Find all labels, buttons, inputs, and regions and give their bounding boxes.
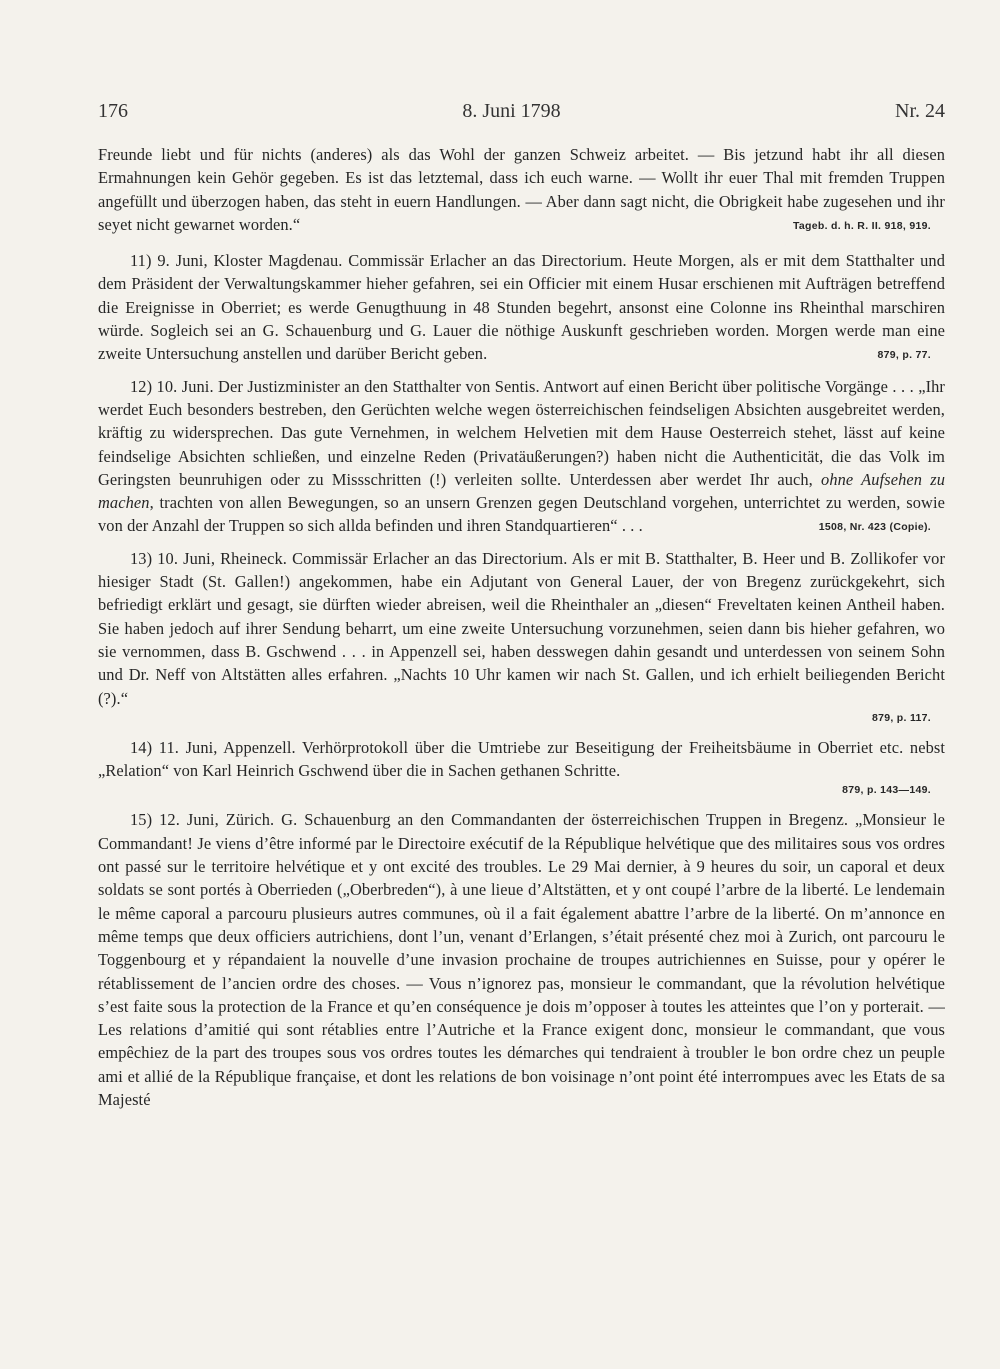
header-date: 8. Juni 1798 xyxy=(462,100,561,122)
paragraph-text: Freunde liebt und für nichts (anderes) als das Wohl der ganzen Schweiz arbeitet. — Bis jetzund habt ihr all diesen Ermahnungen kein Gehör gegeben. Es ist das letztemal, dass ich euch warne. — Wollt ihr euer Thal mit fremden Truppen angefüllt und überzogen haben, das steht in euern Handlungen. — Aber dann sagt nicht, die Obrigkeit habe zugesehen und ihr seyet nicht gewarnet worden.“ xyxy=(98,145,945,234)
page-number: 176 xyxy=(98,100,128,122)
source-reference: Tageb. d. h. R. II. 918, 919. xyxy=(792,219,931,232)
page-header xyxy=(98,100,945,123)
entry-15 xyxy=(98,808,945,1111)
entry-14 xyxy=(98,736,945,800)
body-text xyxy=(98,143,945,1111)
entry-12 xyxy=(98,375,945,538)
entry-13 xyxy=(98,547,945,727)
entry-text: 15) 12. Juni, Zürich. G. Schauenburg an den Commandanten der österreichischen Truppen in Bregenz. „Monsieur le Commandant! Je viens d’être informé par le Directoire exécutif de la République helvétique que des militaires sous vos ordres ont passé sur le territoire helvétique et y ont excité des troubles. Le 29 Mai dernier, à 9 heures du soir, un caporal et deux soldats se sont portés à Oberrieden („Oberbreden“), à une lieue d’Altstätten, et y ont coupé l’arbre de la liberté. Le lendemain le même caporal a parcouru plusieurs autres communes, où il a fait également abattre l’arbre de la liberté. On m’annonce en même temps que deux officiers autrichiens, dont l’un, venant d’Erlangen, s’était présenté chez moi à Zurich, ont parcouru le Toggenbourg et y répandaient la nouvelle d’une invasion prochaine de troupes autrichiennes en Suisse, pour y opérer le rétablissement de l’ancien ordre des choses. — Vous n’ignorez pas, monsieur le commandant, que la révolution helvétique s’est faite sous la protection de la France et qu’en conséquence je dois m’opposer à toutes les atteintes que l’on y porterait. — Les relations d’amitié qui sont rétablies entre l’Autriche et la France exigent donc, monsieur le commandant, que vous empêchiez de la part des troupes sous vos ordres toutes les démarches qui tendraient à troubler le bon ordre chez un peuple ami et allié de la République française, et dont les relations de bon voisinage n’ont point été interrompues avec les Etats de sa Majesté xyxy=(98,810,945,1109)
source-reference: 1508, Nr. 423 (Copie). xyxy=(818,521,931,534)
entry-text-italic: ohne Aufsehen zu machen xyxy=(98,469,946,513)
source-reference: 879, p. 77. xyxy=(877,349,931,362)
source-reference: 879, p. 143—149. xyxy=(842,784,931,797)
entry-text: 14) 11. Juni, Appenzell. Verhörprotokoll über die Umtriebe zur Beseitigung der Freiheitsbäume in Oberriet etc. nebst „Relation“ von Karl Heinrich Gschwend über die in Sachen gethanen Schritte. xyxy=(98,737,945,781)
paragraph-continuation xyxy=(98,143,945,236)
issue-number: Nr. 24 xyxy=(895,100,945,122)
entry-text: 12) 10. Juni. Der Justizminister an den Statthalter von Sentis. Antwort auf einen Bericht über politische Vorgänge . . . „Ihr werdet Euch besonders bestreben, den Gerüchten welche wegen österreichischen feindseligen Absichten ausgebreitet werden, kräftig zu widersprechen. Das gute Vernehmen, in welchem Helvetien mit dem Hause Oesterreich stehet, lässt auf keine feindselige Absichten schließen, und einzelne Reden (Privatäußerungen?) haben nicht die Authenticität, die das Volk im Geringsten beunruhigen oder zu Missschritten (!) verleiten sollte. Unterdessen aber werdet Ihr auch, xyxy=(98,376,945,489)
entry-11 xyxy=(98,249,945,365)
entry-text: 11) 9. Juni, Kloster Magdenau. Commissär Erlacher an das Directorium. Heute Morgen, als er mit dem Statthalter und dem Präsident der Verwaltungskammer hieher gefahren, sei ein Officier mit einem Husar erschienen mit Aufträgen betreffend die Ereignisse in Oberriet; es werde Genugthuung in 48 Stunden begehrt, ansonst eine Colonne ins Rheinthal marschiren würde. Sogleich sei an G. Schauenburg und G. Lauer die nöthige Auskunft geschrieben worden. Morgen werde man eine zweite Untersuchung anstellen und darüber Bericht geben. xyxy=(98,251,945,364)
entry-text: 13) 10. Juni, Rheineck. Commissär Erlacher an das Directorium. Als er mit B. Statthalter, B. Heer und B. Zollikofer vor hiesiger Stadt (St. Gallen!) angekommen, habe ein Adjutant von General Lauer, der von Bregenz zurückgekehrt, sich befriedigt erklärt und gesagt, sie dürften wieder abreisen, weil die Rheinthaler an „diesen“ Freveltaten keinen Antheil haben. Sie haben jedoch auf ihrer Sendung beharrt, um eine zweite Untersuchung vorzunehmen, seien dann bis hieher gefahren, wo sie vernommen, dass B. Gschwend . . . in Appenzell sei, haben desswegen dahin gesandt und unterdessen von seinem Sohn und Dr. Neff von Altstätten alles erfahren. „Nachts 10 Uhr kamen wir nach St. Gallen, und ich erhielt beiliegenden Bericht (?).“ xyxy=(98,548,945,708)
entry-text-continued: , trachten von allen Bewegungen, so an unsern Grenzen gegen Deutschland vorgehen, unterrichtet zu werden, sowie von der Anzahl der Truppen so sich allda befinden und ihren Standquartieren“ . . . xyxy=(98,493,945,536)
source-reference: 879, p. 117. xyxy=(871,711,931,724)
